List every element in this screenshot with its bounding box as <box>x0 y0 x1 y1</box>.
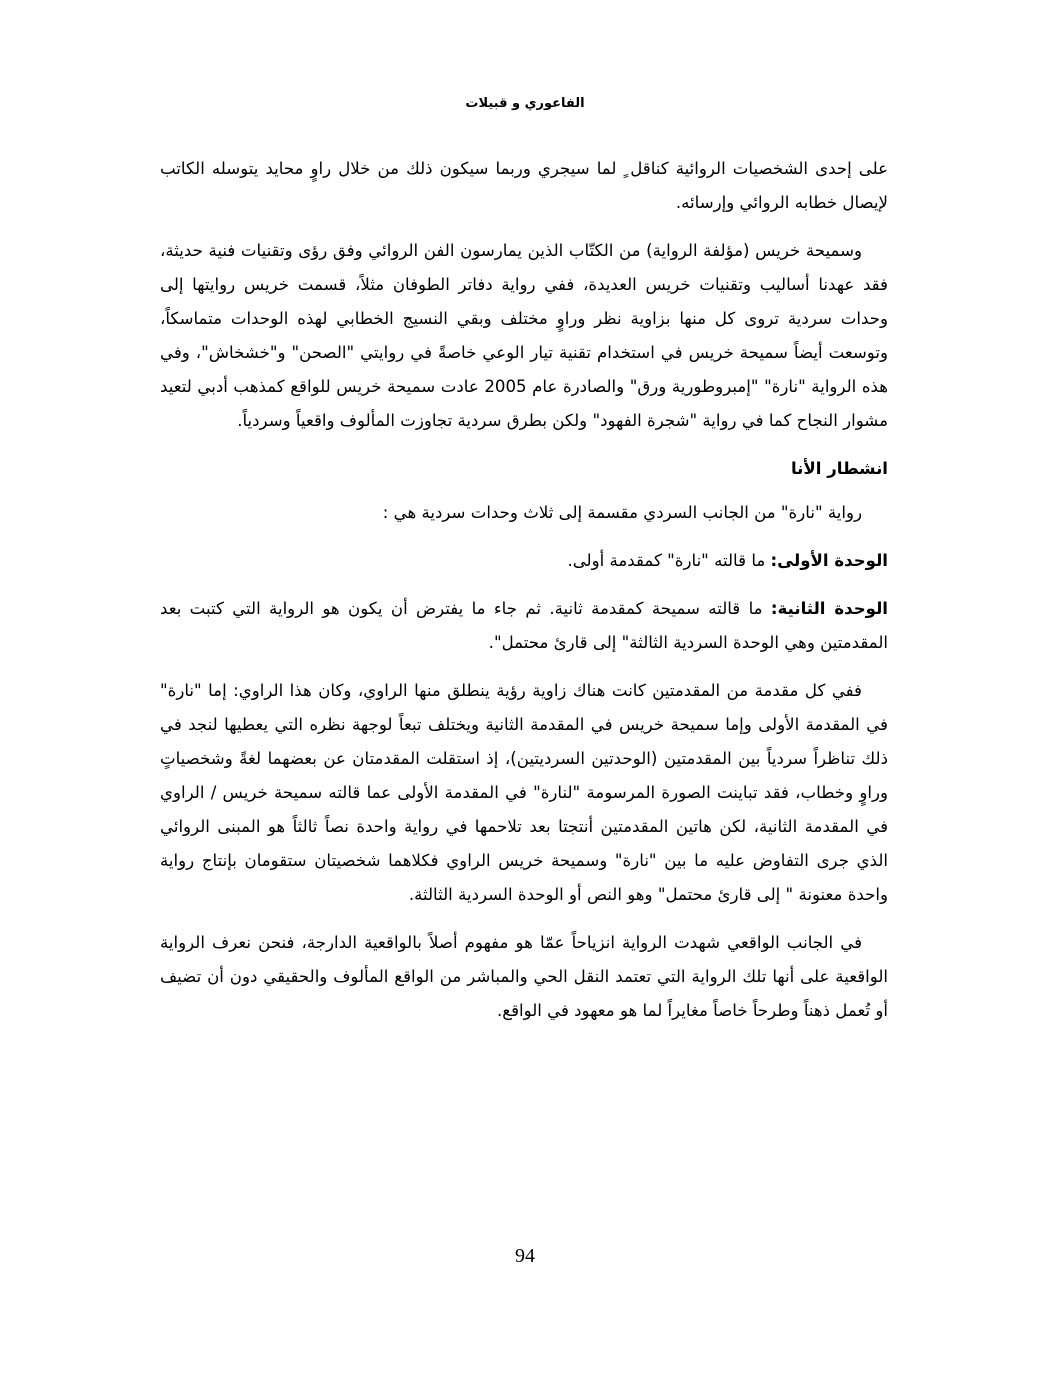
unit-two-label: الوحدة الثانية: <box>770 599 888 618</box>
paragraph-narrator-perspective: ففي كل مقدمة من المقدمتين كانت هناك زاوية رؤية ينطلق منها الراوي، وكان هذا الراوي: إما "نارة" في المقدمة الأولى وإما سميحة خريس في المقدمة الثانية ويختلف تبعاً لوجهة نظره التي يعطيها لنجد في ذلك تناظراً سردياً بين المقدمتين (الوحدتين السرديتين)، إذ استقلت المقدمتان عن بعضهما لغةً وشخصياتٍ وراوٍ وخطاب، فقد تباينت الصورة المرسومة "لنارة" في المقدمة الأولى عما قالته سميحة خريس / الراوي في المقدمة الثانية، لكن هاتين المقدمتين أنتجتا بعد تلاحمها في رواية واحدة نصاً ثالثاً هو المبنى الروائي الذي جرى التفاوض عليه ما بين "نارة" وسميحة خريس الراوي فكلاهما شخصيتان ستقومان بإنتاج رواية واحدة معنونة " إلى قارئ محتمل" وهو النص أو الوحدة السردية الثالثة. <box>160 681 888 904</box>
paragraph-realism: في الجانب الواقعي شهدت الرواية انزياحاً عمّا هو مفهوم أصلاً بالواقعية الدارجة، فنحن نعرف الرواية الواقعية على أنها تلك الرواية التي تعتمد النقل الحي والمباشر من الواقع المألوف والحقيقي دون أن تضيف أو تُعمل ذهناً وطرحاً خاصاً مغايراً لما هو معهود في الواقع. <box>160 933 888 1020</box>
paragraph-unit-one <box>160 544 888 578</box>
paragraph-narrative-units: رواية "نارة" من الجانب السردي مقسمة إلى ثلاث وحدات سردية هي : <box>382 503 862 522</box>
section-heading: انشطار الأنا <box>790 459 888 478</box>
paragraph-author-techniques: وسميحة خريس (مؤلفة الرواية) من الكتّاب الذين يمارسون الفن الروائي وفق رؤى وتقنيات فنية حديثة، فقد عهدنا أساليب وتقنيات خريس العديدة، ففي رواية دفاتر الطوفان مثلاً، قسمت خريس روايتها إلى وحدات سردية تروى كل منها بزاوية نظر وراوٍ مختلف وبقي النسيج الخطابي لهذه الوحدات متماسكاً، وتوسعت أيضاً سميحة خريس في استخدام تقنية تيار الوعي خاصةً في روايتي "الصحن" و"خشخاش"، وفي هذه الرواية "نارة" "إمبروطورية ورق" والصادرة عام 2005 عادت سميحة خريس للواقع كمذهب أدبي لتعيد مشوار النجاح كما في رواية "شجرة الفهود" ولكن بطرق سردية تجاوزت المألوف واقعياً وسردياً. <box>160 241 888 430</box>
paragraph-unit-two <box>160 592 888 660</box>
running-header: الفاعوري و قبيلات <box>465 96 585 111</box>
paragraph-continuation: على إحدى الشخصيات الروائية كناقل ٍ لما سيجري وربما سيكون ذلك من خلال راوٍ محايد يتوسله الكاتب لإيصال خطابه الروائي وإرسائه. <box>160 159 888 212</box>
unit-two-text: ما قالته سميحة كمقدمة ثانية. ثم جاء ما يفترض أن يكون هو الرواية التي كتبت بعد المقدمتين وهي الوحدة السردية الثالثة" إلى قارئ محتمل". <box>160 599 888 652</box>
body-text <box>160 152 888 1042</box>
page-number: 94 <box>515 1245 535 1267</box>
unit-one-label: الوحدة الأولى: <box>770 551 888 570</box>
unit-one-text: ما قالته "نارة" كمقدمة أولى. <box>567 551 771 570</box>
